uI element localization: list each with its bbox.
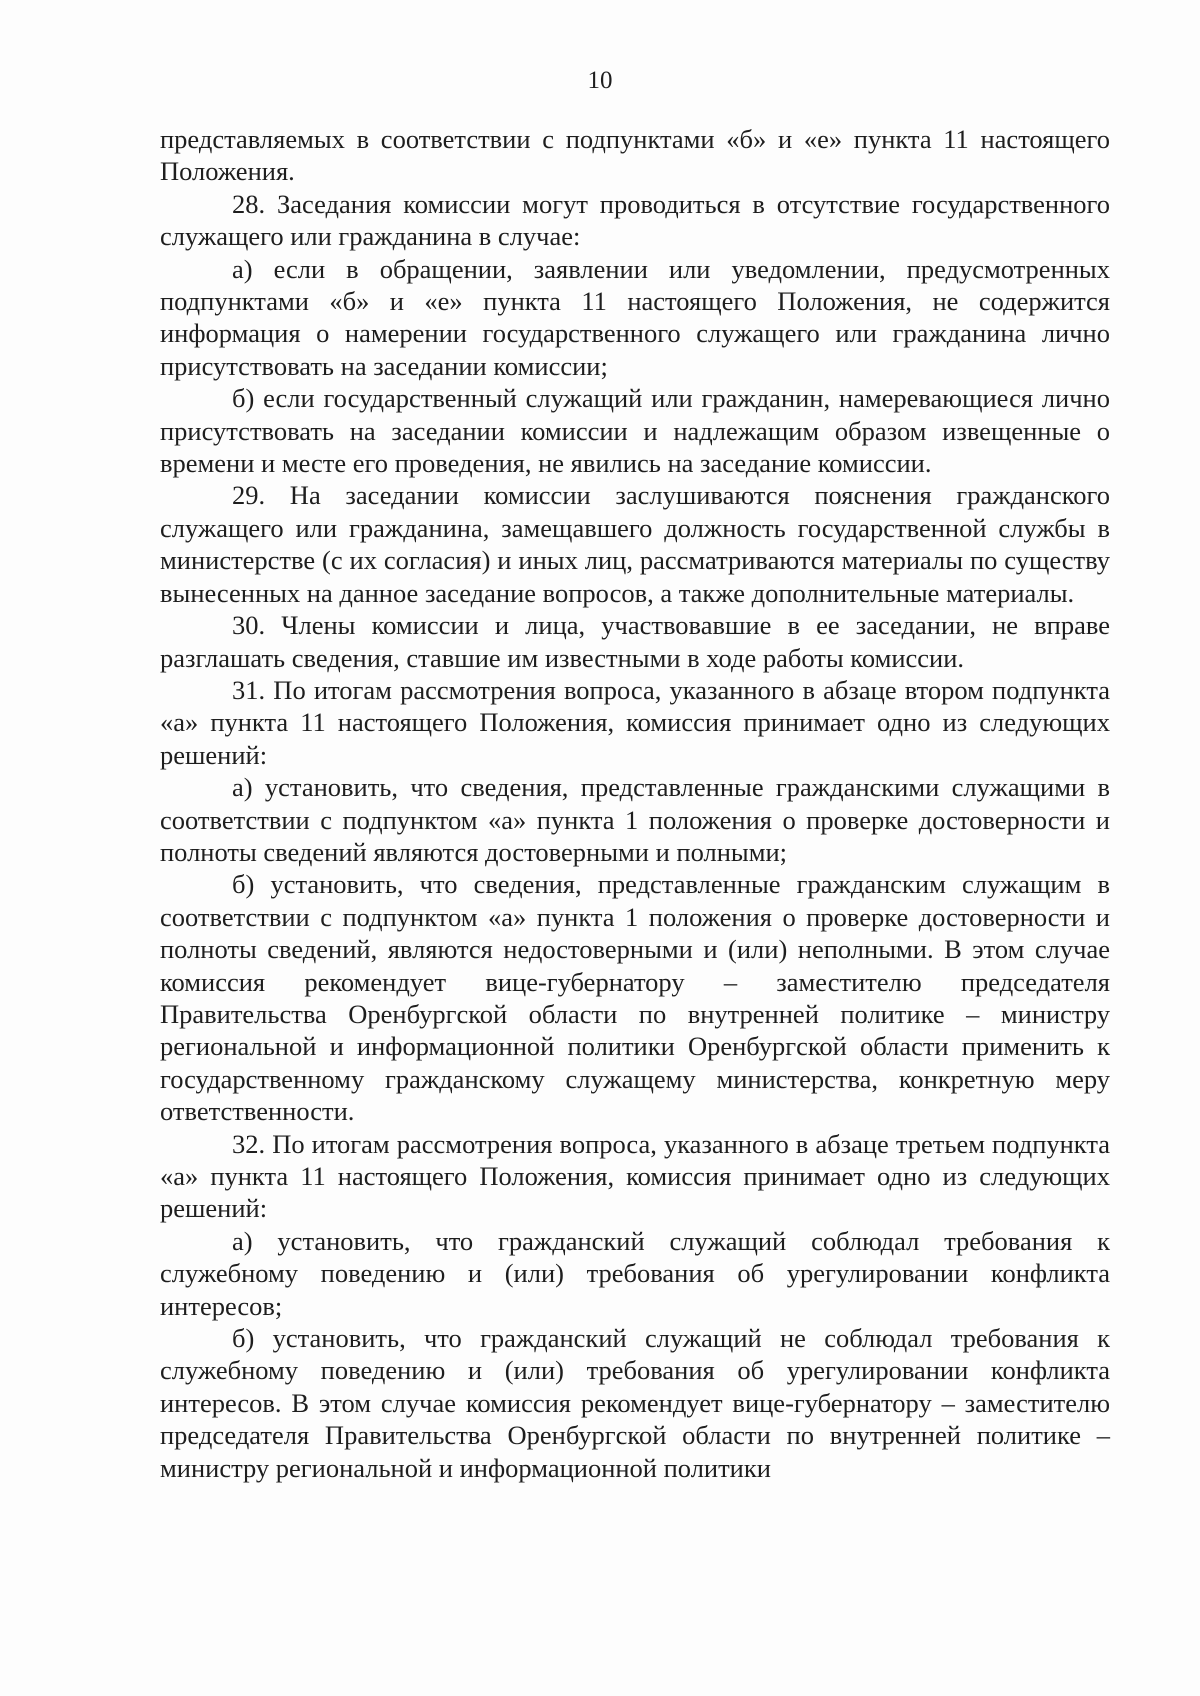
paragraph-30: 30. Члены комиссии и лица, участвовавшие в ее заседании, не вправе разглашать сведения, ставшие им известными в ходе работы комиссии. bbox=[160, 610, 1110, 673]
paragraph-28-b: б) если государственный служащий или гражданин, намеревающиеся лично присутствовать на заседании комиссии и надлежащим образом извещенные о времени и месте его проведения, не явились на заседание комиссии. bbox=[160, 383, 1110, 479]
page-number: 10 bbox=[587, 67, 613, 94]
paragraph-29: 29. На заседании комиссии заслушиваются пояснения гражданского служащего или гражданина, замещавшего должность государственной службы в министерстве (с их согласия) и иных лиц, рассматриваются материалы по существу вынесенных на данное заседание вопросов, а также дополнительные материалы. bbox=[160, 480, 1110, 608]
paragraph-32-b: б) установить, что гражданский служащий не соблюдал требования к служебному поведению и (или) требования об урегулировании конфликта интересов. В этом случае комиссия рекомендует вице-губернатору – заместителю председателя Правительства Оренбургской области по внутренней политике – министру региональной и информационной политики bbox=[160, 1323, 1110, 1483]
paragraph-31: 31. По итогам рассмотрения вопроса, указанного в абзаце втором подпункта «а» пункта 11 настоящего Положения, комиссия принимает одно из следующих решений: bbox=[160, 674, 1110, 770]
paragraph-32-a: а) установить, что гражданский служащий соблюдал требования к служебному поведению и (или) требования об урегулировании конфликта интересов; bbox=[160, 1225, 1110, 1321]
paragraph-28: 28. Заседания комиссии могут проводиться в отсутствие государственного служащего или гражданина в случае: bbox=[160, 188, 1110, 252]
paragraph-31-b: б) установить, что сведения, представленные гражданским служащим в соответствии с подпунктом «а» пункта 1 положения о проверке достоверности и полноты сведений, являются недостоверными и (или) неполными. В этом случае комиссия рекомендует вице-губернатору – заместителю председателя Правительства Оренбургской области по внутренней политике – министру региональной и информационной политики Оренбургской области применить к государственному гражданскому служащему министерства, конкретную меру ответственности. bbox=[160, 869, 1110, 1127]
document-body bbox=[160, 123, 1110, 1484]
paragraph-31-a: а) установить, что сведения, представленные гражданскими служащими в соответствии с подпунктом «а» пункта 1 положения о проверке достоверности и полноты сведений являются достоверными и полными; bbox=[160, 772, 1110, 867]
paragraph-continuation: представляемых в соответствии с подпунктами «б» и «е» пункта 11 настоящего Положения. bbox=[160, 124, 1110, 187]
paragraph-28-a: а) если в обращении, заявлении или уведомлении, предусмотренных подпунктами «б» и «е» пункта 11 настоящего Положения, не содержится информация о намерении государственного служащего или гражданина лично присутствовать на заседании комиссии; bbox=[160, 253, 1110, 381]
paragraph-32: 32. По итогам рассмотрения вопроса, указанного в абзаце третьем подпункта «а» пункта 11 настоящего Положения, комиссия принимает одно из следующих решений: bbox=[160, 1128, 1110, 1224]
